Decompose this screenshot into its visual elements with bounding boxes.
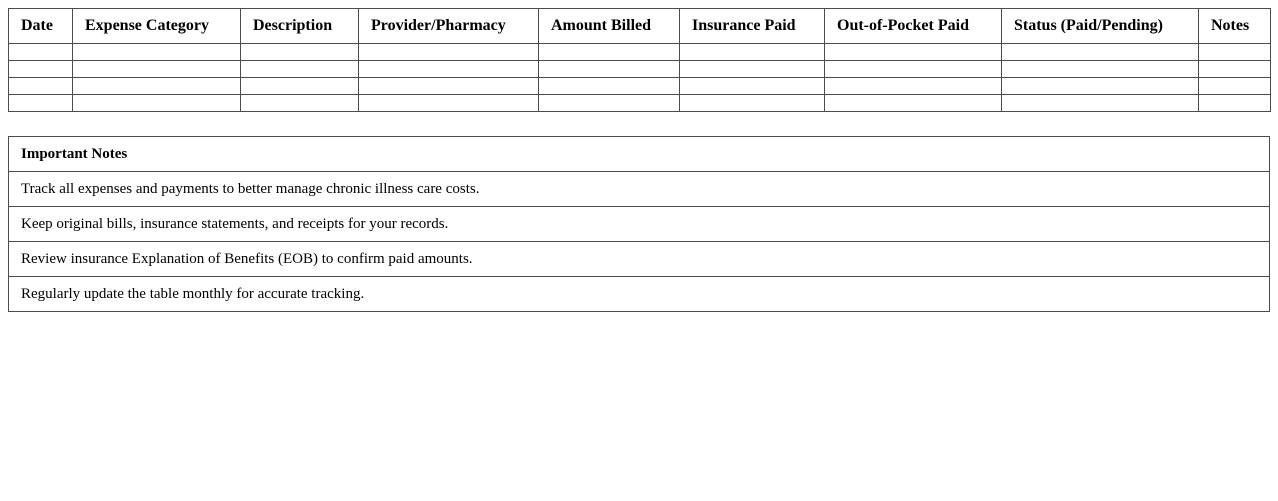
note-row [9,242,1270,277]
table-cell [539,95,680,112]
column-header-amount-billed: Amount Billed [539,9,680,44]
table-cell [825,95,1002,112]
note-item: Track all expenses and payments to better manage chronic illness care costs. [9,172,1270,207]
table-cell [825,61,1002,78]
table-cell [1002,44,1199,61]
table-cell [680,44,825,61]
table-cell [359,95,539,112]
column-header-out-of-pocket-paid: Out-of-Pocket Paid [825,9,1002,44]
table-cell [73,78,241,95]
table-cell [73,44,241,61]
table-cell [1199,61,1271,78]
table-cell [241,78,359,95]
table-cell [680,78,825,95]
table-cell [9,95,73,112]
table-cell [241,95,359,112]
table-cell [9,61,73,78]
table-cell [359,61,539,78]
column-header-notes: Notes [1199,9,1271,44]
table-cell [9,44,73,61]
table-cell [241,44,359,61]
table-cell [1002,61,1199,78]
table-cell [680,95,825,112]
note-row [9,172,1270,207]
table-row [9,78,1271,95]
table-cell [241,61,359,78]
table-cell [539,61,680,78]
column-header-insurance-paid: Insurance Paid [680,9,825,44]
table-row [9,61,1271,78]
notes-heading-row [9,137,1270,172]
table-cell [359,44,539,61]
note-item: Regularly update the table monthly for accurate tracking. [9,277,1270,312]
table-cell [73,61,241,78]
note-item: Review insurance Explanation of Benefits (EOB) to confirm paid amounts. [9,242,1270,277]
expense-table-header-row [9,9,1271,44]
table-cell [1199,44,1271,61]
table-cell [680,61,825,78]
expense-table [8,8,1271,112]
table-cell [1199,78,1271,95]
column-header-provider-pharmacy: Provider/Pharmacy [359,9,539,44]
table-cell [539,78,680,95]
table-row [9,95,1271,112]
column-header-description: Description [241,9,359,44]
table-cell [9,78,73,95]
note-item: Keep original bills, insurance statements, and receipts for your records. [9,207,1270,242]
column-header-status: Status (Paid/Pending) [1002,9,1199,44]
table-cell [1002,78,1199,95]
table-cell [73,95,241,112]
note-row [9,277,1270,312]
table-cell [1199,95,1271,112]
table-cell [359,78,539,95]
table-cell [825,44,1002,61]
column-header-date: Date [9,9,73,44]
important-notes-table [8,136,1270,312]
note-row [9,207,1270,242]
table-cell [825,78,1002,95]
table-row [9,44,1271,61]
table-cell [539,44,680,61]
column-header-expense-category: Expense Category [73,9,241,44]
table-cell [1002,95,1199,112]
notes-heading: Important Notes [9,137,1270,172]
